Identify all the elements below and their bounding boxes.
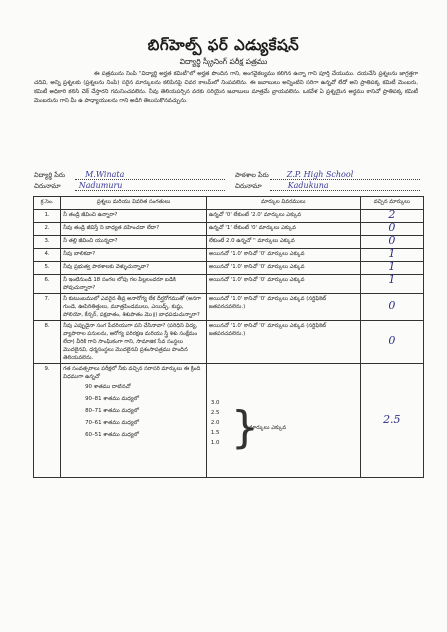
address-right-line — [270, 190, 420, 191]
row-score[interactable]: 0 — [388, 334, 396, 347]
row-number: 1. — [34, 210, 61, 223]
grade-band: 70–61 శాతము మధ్యలో — [85, 420, 139, 426]
col-header-obtained: వచ్చిన మార్కులు — [360, 197, 423, 210]
row-marks-scale-cell — [206, 364, 360, 478]
row-number: 4. — [34, 249, 61, 262]
scale-value: 3.0 — [210, 400, 220, 406]
row-score[interactable]: 2.5 — [383, 412, 401, 426]
row-question: నీ కుటుంబములో ఎవరైన తీవ్ర అనారోగ్య లేక దీర్ఘరోగముతో (అనగా గుండె, ఊపిరితిత్తులు, మూత్రపిండములు, ఎయిడ్స్, కుష్ఠు, పోలియో, కేన్సర్, పక్షవాతం, శిశుపాతం మొ॥) బాధపడుచున్నారా? — [61, 294, 207, 321]
row-question: నీవు బాలికవా? — [61, 249, 207, 262]
row-number: 5. — [34, 262, 61, 275]
scale-value: 1.5 — [210, 430, 220, 436]
row-question-grades — [61, 364, 207, 478]
row-marks: అయినచో '1.0' కానిచో '0' మార్కులు ఎక్కువ — [206, 249, 360, 262]
screening-table — [33, 196, 424, 478]
row-question: నీ తల్లి జీవించి యున్నదా? — [61, 236, 207, 249]
grade-band-list — [63, 381, 204, 441]
form-title: బిగ్‌హెల్ప్ ఫర్ ఎడ్యుకేషన్ — [147, 36, 300, 54]
row-question: గత సంవత్సరాలు పరీక్షలో నీకు వచ్చిన సరాసరి మార్కులు ఈ క్రింది విధముగా ఉన్నచో — [63, 366, 201, 380]
table-row — [34, 210, 424, 223]
school-name-line — [270, 179, 420, 180]
row-question: నీవు ప్రభుత్వ పాఠశాలకు వెళ్ళుచున్నావా? — [61, 262, 207, 275]
school-name-label: పాఠశాల పేరు — [235, 171, 269, 179]
row-number: 7. — [34, 294, 61, 321]
form-subtitle: విద్యార్థి స్క్రీనింగ్ పరీక్ష పత్రము — [179, 57, 268, 66]
row-question: నీవు ఎప్పుడైనా సంగ పేదరియుగా పని చేసినావా? (పరిధిని విద్య, వ్యాపారాల పనులను, ఆరోగ్య పరిరక్షణ మరియు స్త్రీ శిశు సంక్షేమం లేదా) వీరికి గాని సాంఘికంగా గాని, సామాజిక సేవ సంస్థలు మొదలైనవి, ధర్మసంస్థలు మొదలైనవి ప్రశంసాపత్రము పొందిన తెలియవలెను. — [61, 321, 207, 364]
col-header-question: ప్రశ్నలు మరియు వివరిత సంగతులు — [61, 197, 207, 210]
table-header-row — [34, 197, 424, 210]
table-row — [34, 321, 424, 364]
col-header-marks-details: మార్కుల వివరములు — [206, 197, 360, 210]
scale-value: 1.0 — [210, 440, 220, 446]
row-score[interactable]: 2 — [388, 208, 396, 221]
row-marks: అయినచో '1.0' కానిచో '0' మార్కులు ఎక్కువ — [206, 275, 360, 294]
row-number: 3. — [34, 236, 61, 249]
address-right-label: చిరునామా — [235, 182, 262, 190]
student-name-value[interactable]: M.Winata — [85, 170, 125, 179]
table-row — [34, 223, 424, 236]
col-header-serial: క్ర.సెం. — [34, 197, 61, 210]
row-marks: అయినచో '1.0' కానిచో '0' మార్కులు ఎక్కువ — [206, 262, 360, 275]
row-score[interactable]: 1 — [388, 260, 396, 273]
row-score[interactable]: 0 — [388, 299, 396, 312]
row-question: నీ ఇంటినుండి 18 సంగల లోపు గల పిల్లలందరూ బడికి పోవుచున్నారా? — [61, 275, 207, 294]
student-name-line — [75, 179, 225, 180]
address-left-label: చిరునామా — [34, 182, 61, 190]
scale-value: 2.5 — [210, 410, 220, 416]
row-question: నీవు తండ్రి జీవిస్తే ని బాధ్యత వహించదా లేదా? — [61, 223, 207, 236]
scale-value: 2.0 — [210, 420, 220, 426]
instructions-paragraph: ఈ పత్రమును నింపి "విద్యార్థి అర్హత కమిటీ"లో అర్హత పొందిన గాని, అంగవైకల్యము కలిగిన ఉన్నా గాని పూర్తి చేయుము. దయచేసి ప్రశ్నలను జాగ్రత్తగా చదివి, అన్ని ప్రశ్నలకు (ప్రశ్నలను నింపి) సరైన మార్కులను కలిపినపై చివర కాలమ్‌లో నింపవలెను. ఈ జవాబులు అన్నింటిని సరిగా ఉన్నవో లేదో అని ప్రాతిపక్క కమిటీ మెంబరు, కమిటీ అధికారి కలిసి చెక్ చేస్తారని గమనించవలెను. నీవు తెలియపర్చిన వరకు సరియైన జవాబులు మాత్రమే వ్రాయవలెను. ఒకవేళ ఏ ప్రశ్నయైన అర్థము కానిచో ప్రాతిపక్క కమిటీ మెంబరును గాని మీ ఉ పాధ్యాయులను గాని అడిగి తెలుసుకొనవచ్చును. — [34, 71, 418, 104]
row-score[interactable]: 0 — [388, 221, 396, 234]
row-marks: ఉన్నచో '0' లేకుంటే '2.0' మార్కులు ఎక్కువ — [206, 210, 360, 223]
address-right-value[interactable]: Kadukuna — [287, 181, 329, 190]
table-row — [34, 294, 424, 321]
address-left-value[interactable]: Nadumuru — [78, 181, 123, 190]
row-number: 9. — [34, 364, 61, 478]
row-marks: అయినచో '1.0' కానిచో '0' మార్కులు ఎక్కువ (సర్టిఫికెట్ జతపరచవలెను.) — [206, 294, 360, 321]
row-score[interactable]: 1 — [388, 247, 396, 260]
marks-scale — [209, 398, 358, 476]
grade-band: 90–81 శాతము మధ్యలో — [85, 396, 139, 402]
row-number: 6. — [34, 275, 61, 294]
table-row — [34, 262, 424, 275]
grade-band: 80–71 శాతము మధ్యలో — [85, 408, 139, 414]
table-row — [34, 236, 424, 249]
grade-band: 60–51 శాతము మధ్యలో — [85, 432, 139, 438]
address-left-line — [75, 190, 225, 191]
row-marks: ఉన్నచో '1' లేకుంటే '0' మార్కులు ఎక్కువ — [206, 223, 360, 236]
row-question: నీ తండ్రి జీవించి ఉన్నారా? — [61, 210, 207, 223]
row-marks: మార్కులు ఎక్కువ — [248, 425, 287, 431]
grade-band: 90 శాతము దాటినచో — [85, 384, 131, 390]
table-row — [34, 275, 424, 294]
row-number: 8. — [34, 321, 61, 364]
table-row — [34, 249, 424, 262]
student-name-label: విద్యార్థి పేరు — [34, 171, 66, 179]
table-row — [34, 364, 424, 478]
school-name-value[interactable]: Z.P. High School — [286, 170, 354, 179]
row-score[interactable]: 0 — [388, 234, 396, 247]
scale-values — [211, 398, 220, 448]
row-score[interactable]: 1 — [388, 273, 396, 286]
row-number: 2. — [34, 223, 61, 236]
row-marks: లేకుంటే 2.0 ఉన్నచో '' మార్కులు ఎక్కువ — [206, 236, 360, 249]
row-marks: అయినచో '1.0' కానిచో '0' మార్కులు ఎక్కువ (సర్టిఫికెట్ జతపరచవలెను.) — [206, 321, 360, 364]
brace-symbol: } — [230, 402, 259, 453]
